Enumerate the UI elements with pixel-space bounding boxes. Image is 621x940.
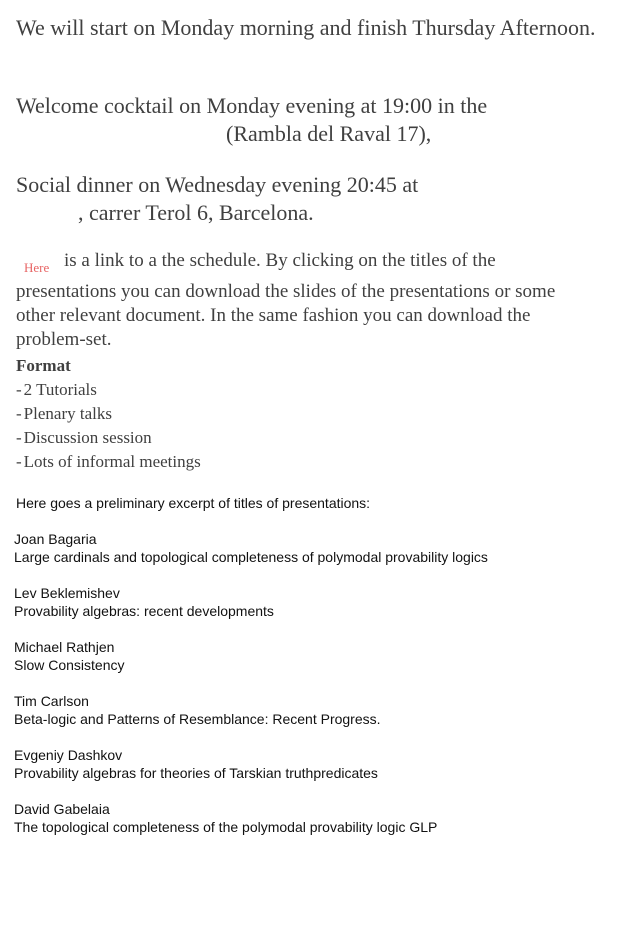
format-section bbox=[16, 354, 601, 474]
start-finish-text: We will start on Monday morning and finish Thursday Afternoon. bbox=[16, 15, 596, 40]
presentation-item bbox=[14, 746, 378, 782]
format-item: - Lots of informal meetings bbox=[16, 450, 601, 474]
presentation-title[interactable]: Beta-logic and Patterns of Resemblance: Recent Progress. bbox=[14, 711, 381, 727]
schedule-link-text bbox=[16, 249, 593, 352]
presentation-title[interactable]: Provability algebras for theories of Tarskian truthpredicates bbox=[14, 765, 378, 781]
format-item: - Discussion session bbox=[16, 426, 601, 450]
dinner-section bbox=[16, 171, 601, 227]
presentations-intro-text: Here goes a preliminary excerpt of titles of presentations: bbox=[16, 495, 371, 511]
speaker-name: Tim Carlson bbox=[14, 693, 89, 709]
schedule-link[interactable]: Here bbox=[24, 260, 50, 275]
dinner-line-1: Social dinner on Wednesday evening 20:45 at bbox=[16, 172, 419, 197]
presentation-item bbox=[14, 638, 125, 674]
format-item: - Plenary talks bbox=[16, 402, 601, 426]
format-title: Format bbox=[16, 356, 71, 375]
schedule-link-description: is a link to a the schedule. By clicking on the titles of the presentations you can download the slides of the presentations or some other relevant document. In the same fashion you can download the problem-set. bbox=[16, 250, 556, 350]
presentation-item bbox=[14, 584, 274, 620]
cocktail-text bbox=[16, 92, 601, 148]
dinner-line-2: , carrer Terol 6, Barcelona. bbox=[78, 200, 314, 225]
presentation-item bbox=[14, 530, 488, 566]
format-item: - 2 Tutorials bbox=[16, 378, 601, 402]
presentations-intro bbox=[16, 494, 601, 512]
speaker-name: Lev Beklemishev bbox=[14, 585, 120, 601]
speaker-name: Evgeniy Dashkov bbox=[14, 747, 123, 763]
dinner-text bbox=[16, 171, 601, 227]
schedule-section bbox=[16, 14, 601, 42]
presentation-title[interactable]: Provability algebras: recent developments bbox=[14, 603, 274, 619]
presentation-title[interactable]: The topological completeness of the polymodal provability logic GLP bbox=[14, 819, 438, 835]
cocktail-section bbox=[16, 92, 601, 148]
cocktail-line-1: Welcome cocktail on Monday evening at 19:00 in the bbox=[16, 93, 488, 118]
speaker-name: Michael Rathjen bbox=[14, 639, 115, 655]
presentation-item bbox=[14, 800, 437, 836]
presentation-title[interactable]: Large cardinals and topological completeness of polymodal provability logics bbox=[14, 549, 488, 565]
schedule-link-paragraph bbox=[16, 249, 593, 352]
speaker-name: David Gabelaia bbox=[14, 801, 110, 817]
presentation-title[interactable]: Slow Consistency bbox=[14, 657, 125, 673]
cocktail-line-2: (Rambla del Raval 17), bbox=[226, 121, 432, 146]
speaker-name: Joan Bagaria bbox=[14, 531, 97, 547]
presentation-item bbox=[14, 692, 381, 728]
format-list bbox=[16, 378, 601, 474]
